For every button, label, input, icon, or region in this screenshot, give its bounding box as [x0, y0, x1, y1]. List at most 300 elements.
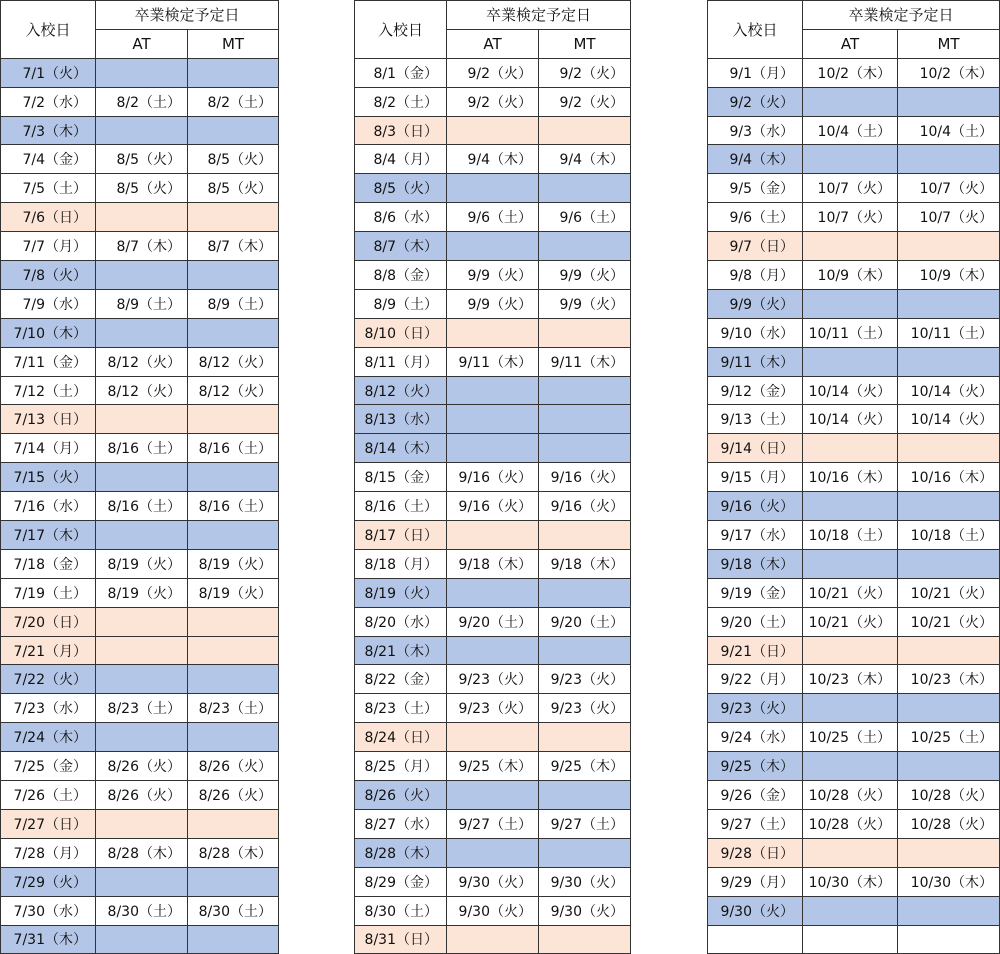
enroll-date-cell: 8/6（水）	[355, 203, 447, 232]
table-row	[355, 87, 631, 116]
at-date-cell: 10/21（火）	[803, 578, 898, 607]
at-date-cell	[447, 116, 539, 145]
enroll-date-cell: 8/31（日）	[355, 925, 447, 954]
table-row	[355, 347, 631, 376]
mt-date-cell	[539, 521, 631, 550]
table-row	[1, 549, 279, 578]
enroll-date-cell: 9/4（木）	[708, 145, 803, 174]
at-date-cell: 8/5（火）	[96, 145, 188, 174]
at-date-cell: 8/19（火）	[96, 578, 188, 607]
mt-date-cell: 10/30（木）	[898, 867, 1000, 896]
mt-date-cell	[898, 289, 1000, 318]
mt-date-cell: 9/16（火）	[539, 463, 631, 492]
enroll-date-cell: 9/10（水）	[708, 318, 803, 347]
mt-date-cell	[188, 318, 279, 347]
at-date-cell	[447, 723, 539, 752]
mt-date-cell: 10/28（火）	[898, 781, 1000, 810]
mt-date-cell	[188, 58, 279, 87]
enroll-date-cell: 7/9（水）	[1, 289, 96, 318]
table-row	[1, 521, 279, 550]
enroll-date-cell: 9/6（土）	[708, 203, 803, 232]
enroll-date-cell: 8/24（日）	[355, 723, 447, 752]
at-date-cell: 10/18（土）	[803, 521, 898, 550]
mt-date-cell: 9/20（土）	[539, 607, 631, 636]
enroll-date-cell: 7/8（火）	[1, 261, 96, 290]
at-date-cell	[447, 405, 539, 434]
enroll-date-cell: 9/20（土）	[708, 607, 803, 636]
enroll-date-cell: 9/1（月）	[708, 58, 803, 87]
mt-date-cell: 8/12（火）	[188, 347, 279, 376]
table-row	[708, 405, 1000, 434]
at-date-cell	[447, 318, 539, 347]
table-row	[708, 289, 1000, 318]
mt-date-cell: 9/4（木）	[539, 145, 631, 174]
mt-date-cell	[188, 723, 279, 752]
enroll-date-cell: 9/23（火）	[708, 694, 803, 723]
enroll-date-cell: 9/28（日）	[708, 838, 803, 867]
enroll-date-cell: 8/23（土）	[355, 694, 447, 723]
mt-date-cell: 8/26（火）	[188, 781, 279, 810]
enroll-date-cell: 8/11（月）	[355, 347, 447, 376]
enroll-date-cell: 7/11（金）	[1, 347, 96, 376]
mt-date-cell: 9/18（木）	[539, 549, 631, 578]
table-row	[355, 318, 631, 347]
mt-header: MT	[898, 29, 1000, 58]
table-row	[708, 232, 1000, 261]
at-date-cell: 9/2（火）	[447, 87, 539, 116]
enroll-date-header: 入校日	[1, 1, 96, 59]
table-row	[1, 87, 279, 116]
at-date-cell	[96, 636, 188, 665]
mt-date-cell	[539, 318, 631, 347]
enroll-date-cell: 9/25（木）	[708, 752, 803, 781]
table-row	[1, 174, 279, 203]
enroll-date-cell: 7/1（火）	[1, 58, 96, 87]
at-date-cell: 9/30（火）	[447, 896, 539, 925]
mt-date-cell: 8/19（火）	[188, 578, 279, 607]
enroll-date-cell: 7/14（月）	[1, 434, 96, 463]
table-row	[1, 636, 279, 665]
at-date-cell	[447, 174, 539, 203]
enroll-date-cell: 7/28（月）	[1, 838, 96, 867]
mt-date-cell: 10/7（火）	[898, 174, 1000, 203]
enroll-date-cell: 9/8（月）	[708, 261, 803, 290]
at-date-cell: 10/11（土）	[803, 318, 898, 347]
table-row	[708, 723, 1000, 752]
mt-date-cell: 9/23（火）	[539, 694, 631, 723]
enroll-date-cell: 8/28（木）	[355, 838, 447, 867]
mt-date-cell: 8/12（火）	[188, 376, 279, 405]
table-row	[1, 607, 279, 636]
at-date-cell	[96, 405, 188, 434]
at-header: AT	[96, 29, 188, 58]
graduation-date-header: 卒業検定予定日	[447, 1, 631, 30]
mt-date-cell: 9/6（土）	[539, 203, 631, 232]
table-row	[708, 463, 1000, 492]
at-date-cell	[96, 203, 188, 232]
at-date-cell	[447, 232, 539, 261]
enroll-date-cell: 8/2（土）	[355, 87, 447, 116]
mt-date-cell	[188, 665, 279, 694]
schedule-table-july	[0, 0, 279, 954]
table-row	[1, 723, 279, 752]
table-row	[708, 549, 1000, 578]
enroll-date-cell: 9/19（金）	[708, 578, 803, 607]
mt-date-cell	[898, 752, 1000, 781]
at-date-cell: 10/14（火）	[803, 405, 898, 434]
enroll-date-cell: 8/26（火）	[355, 781, 447, 810]
table-row	[1, 809, 279, 838]
table-row	[708, 925, 1000, 954]
enroll-date-cell: 7/10（木）	[1, 318, 96, 347]
at-date-cell: 9/4（木）	[447, 145, 539, 174]
table-row	[1, 58, 279, 87]
at-date-cell	[803, 289, 898, 318]
enroll-date-cell: 8/5（火）	[355, 174, 447, 203]
at-date-cell: 10/28（火）	[803, 809, 898, 838]
table-row	[708, 896, 1000, 925]
mt-date-cell: 10/14（火）	[898, 376, 1000, 405]
mt-date-cell	[539, 174, 631, 203]
at-date-cell: 10/4（土）	[803, 116, 898, 145]
table-row	[708, 838, 1000, 867]
at-date-cell: 10/28（火）	[803, 781, 898, 810]
enroll-date-cell: 8/20（水）	[355, 607, 447, 636]
at-date-cell: 10/30（木）	[803, 867, 898, 896]
enroll-date-cell: 8/7（木）	[355, 232, 447, 261]
enroll-date-cell: 9/27（土）	[708, 809, 803, 838]
at-date-cell	[447, 434, 539, 463]
table-row	[708, 607, 1000, 636]
mt-date-cell: 9/27（土）	[539, 809, 631, 838]
table-row	[355, 289, 631, 318]
table-row	[708, 58, 1000, 87]
enroll-date-cell: 9/26（金）	[708, 781, 803, 810]
mt-date-cell	[188, 607, 279, 636]
at-date-cell: 8/26（火）	[96, 752, 188, 781]
mt-date-cell: 8/16（土）	[188, 492, 279, 521]
table-row	[708, 261, 1000, 290]
at-date-cell	[803, 87, 898, 116]
mt-date-cell	[898, 925, 1000, 954]
enroll-date-cell: 8/25（月）	[355, 752, 447, 781]
enroll-date-cell: 7/5（土）	[1, 174, 96, 203]
at-date-cell	[96, 607, 188, 636]
at-date-cell: 10/7（火）	[803, 174, 898, 203]
table-row	[355, 867, 631, 896]
table-row	[355, 665, 631, 694]
table-row	[1, 405, 279, 434]
table-row	[355, 925, 631, 954]
mt-date-cell: 8/30（土）	[188, 896, 279, 925]
mt-date-cell: 10/2（木）	[898, 58, 1000, 87]
at-date-cell	[803, 232, 898, 261]
at-date-cell	[447, 578, 539, 607]
enroll-date-cell: 8/15（金）	[355, 463, 447, 492]
at-date-cell	[803, 838, 898, 867]
table-row	[708, 203, 1000, 232]
mt-date-cell	[188, 867, 279, 896]
at-date-cell: 8/30（土）	[96, 896, 188, 925]
at-date-cell	[447, 636, 539, 665]
table-row	[355, 838, 631, 867]
mt-header: MT	[539, 29, 631, 58]
enroll-date-cell: 8/3（日）	[355, 116, 447, 145]
table-row	[1, 434, 279, 463]
enroll-date-cell: 7/27（日）	[1, 809, 96, 838]
at-date-cell	[803, 145, 898, 174]
graduation-date-header: 卒業検定予定日	[803, 1, 1000, 30]
enroll-date-cell: 9/30（火）	[708, 896, 803, 925]
mt-date-cell	[898, 434, 1000, 463]
at-date-cell	[447, 781, 539, 810]
enroll-date-cell: 8/22（金）	[355, 665, 447, 694]
enroll-date-cell: 7/22（火）	[1, 665, 96, 694]
table-row	[1, 578, 279, 607]
mt-date-cell	[898, 232, 1000, 261]
mt-date-cell	[539, 636, 631, 665]
table-row	[355, 607, 631, 636]
at-date-cell	[96, 925, 188, 954]
enroll-date-cell: 9/29（月）	[708, 867, 803, 896]
at-date-cell	[803, 925, 898, 954]
mt-date-cell	[539, 405, 631, 434]
enroll-date-cell: 8/12（火）	[355, 376, 447, 405]
enroll-date-cell: 8/9（土）	[355, 289, 447, 318]
at-date-cell	[96, 116, 188, 145]
mt-date-cell	[898, 896, 1000, 925]
enroll-date-cell: 7/26（土）	[1, 781, 96, 810]
mt-date-cell: 9/2（火）	[539, 58, 631, 87]
table-row	[355, 896, 631, 925]
table-row	[708, 116, 1000, 145]
mt-date-cell	[898, 145, 1000, 174]
table-row	[355, 376, 631, 405]
mt-date-cell: 8/9（土）	[188, 289, 279, 318]
table-row	[355, 521, 631, 550]
at-date-cell: 8/28（木）	[96, 838, 188, 867]
at-date-cell	[96, 261, 188, 290]
mt-date-cell: 10/9（木）	[898, 261, 1000, 290]
at-header: AT	[447, 29, 539, 58]
at-date-cell: 8/23（土）	[96, 694, 188, 723]
mt-date-cell: 10/18（土）	[898, 521, 1000, 550]
mt-date-cell: 8/7（木）	[188, 232, 279, 261]
mt-date-cell: 9/30（火）	[539, 867, 631, 896]
enroll-date-cell: 9/2（火）	[708, 87, 803, 116]
enroll-date-cell: 7/18（金）	[1, 549, 96, 578]
at-date-cell: 9/23（火）	[447, 665, 539, 694]
table-row	[1, 116, 279, 145]
enroll-date-cell: 7/19（土）	[1, 578, 96, 607]
mt-date-cell: 8/2（土）	[188, 87, 279, 116]
at-date-cell: 10/25（土）	[803, 723, 898, 752]
table-row	[708, 694, 1000, 723]
at-header: AT	[803, 29, 898, 58]
table-row	[1, 203, 279, 232]
table-row	[355, 578, 631, 607]
mt-date-cell: 10/16（木）	[898, 463, 1000, 492]
at-date-cell: 9/2（火）	[447, 58, 539, 87]
table-row	[708, 665, 1000, 694]
at-date-cell: 9/20（土）	[447, 607, 539, 636]
mt-date-cell: 10/21（火）	[898, 607, 1000, 636]
enroll-date-cell: 9/14（日）	[708, 434, 803, 463]
at-date-cell: 10/9（木）	[803, 261, 898, 290]
enroll-date-cell: 9/16（火）	[708, 492, 803, 521]
mt-date-cell	[898, 636, 1000, 665]
enroll-date-cell: 7/17（木）	[1, 521, 96, 550]
mt-date-cell: 9/9（火）	[539, 261, 631, 290]
at-date-cell: 9/11（木）	[447, 347, 539, 376]
enroll-date-cell: 7/31（木）	[1, 925, 96, 954]
table-row	[1, 347, 279, 376]
mt-date-cell	[539, 723, 631, 752]
mt-date-cell: 10/25（土）	[898, 723, 1000, 752]
enroll-date-cell: 9/21（日）	[708, 636, 803, 665]
table-row	[708, 867, 1000, 896]
mt-date-cell: 10/7（火）	[898, 203, 1000, 232]
table-row	[355, 174, 631, 203]
table-row	[355, 752, 631, 781]
enroll-date-cell: 8/21（木）	[355, 636, 447, 665]
at-date-cell	[803, 694, 898, 723]
mt-date-cell: 9/9（火）	[539, 289, 631, 318]
enroll-date-cell: 7/29（火）	[1, 867, 96, 896]
enroll-date-cell: 9/18（木）	[708, 549, 803, 578]
mt-date-cell: 10/11（土）	[898, 318, 1000, 347]
at-date-cell: 8/12（火）	[96, 347, 188, 376]
at-date-cell: 8/5（火）	[96, 174, 188, 203]
mt-date-cell	[188, 261, 279, 290]
enroll-date-cell: 9/13（土）	[708, 405, 803, 434]
mt-date-cell: 9/25（木）	[539, 752, 631, 781]
at-date-cell: 9/18（木）	[447, 549, 539, 578]
mt-date-cell	[539, 376, 631, 405]
table-row	[1, 867, 279, 896]
table-row	[355, 405, 631, 434]
enroll-date-cell: 7/2（水）	[1, 87, 96, 116]
mt-date-cell: 10/23（木）	[898, 665, 1000, 694]
mt-date-cell: 8/19（火）	[188, 549, 279, 578]
table-row	[1, 925, 279, 954]
at-date-cell	[447, 376, 539, 405]
table-row	[1, 261, 279, 290]
at-date-cell	[447, 925, 539, 954]
enroll-date-cell: 7/7（月）	[1, 232, 96, 261]
enroll-date-cell: 8/19（火）	[355, 578, 447, 607]
enroll-date-cell: 8/4（月）	[355, 145, 447, 174]
mt-date-cell	[188, 203, 279, 232]
table-row	[1, 665, 279, 694]
table-row	[708, 492, 1000, 521]
at-date-cell: 8/19（火）	[96, 549, 188, 578]
enroll-date-cell: 9/3（水）	[708, 116, 803, 145]
mt-date-cell	[188, 463, 279, 492]
at-date-cell: 9/9（火）	[447, 289, 539, 318]
at-date-cell	[96, 723, 188, 752]
at-date-cell: 10/2（木）	[803, 58, 898, 87]
table-row	[1, 232, 279, 261]
at-date-cell: 10/14（火）	[803, 376, 898, 405]
enroll-date-cell: 7/13（日）	[1, 405, 96, 434]
mt-date-cell	[539, 838, 631, 867]
at-date-cell: 10/7（火）	[803, 203, 898, 232]
at-date-cell	[803, 752, 898, 781]
at-date-cell	[96, 521, 188, 550]
at-date-cell	[447, 838, 539, 867]
enroll-date-cell: 7/23（水）	[1, 694, 96, 723]
table-row	[355, 492, 631, 521]
at-date-cell: 8/2（土）	[96, 87, 188, 116]
at-date-cell: 8/12（火）	[96, 376, 188, 405]
mt-date-cell	[898, 347, 1000, 376]
mt-date-cell: 8/16（土）	[188, 434, 279, 463]
table-row	[355, 203, 631, 232]
enroll-date-cell: 9/11（木）	[708, 347, 803, 376]
at-date-cell	[96, 809, 188, 838]
table-row	[1, 463, 279, 492]
enroll-date-header: 入校日	[355, 1, 447, 59]
enroll-date-cell: 9/22（月）	[708, 665, 803, 694]
enroll-date-cell: 9/9（火）	[708, 289, 803, 318]
table-row	[708, 376, 1000, 405]
mt-date-cell: 9/11（木）	[539, 347, 631, 376]
at-date-cell	[803, 896, 898, 925]
graduation-date-header: 卒業検定予定日	[96, 1, 279, 30]
table-row	[355, 145, 631, 174]
enroll-date-cell: 8/10（日）	[355, 318, 447, 347]
enroll-date-cell: 7/30（水）	[1, 896, 96, 925]
at-date-cell: 9/9（火）	[447, 261, 539, 290]
table-row	[708, 347, 1000, 376]
mt-date-cell	[539, 925, 631, 954]
enroll-date-cell: 8/29（金）	[355, 867, 447, 896]
mt-date-cell	[188, 925, 279, 954]
enroll-date-cell	[708, 925, 803, 954]
mt-date-cell: 10/28（火）	[898, 809, 1000, 838]
enroll-date-cell: 7/3（木）	[1, 116, 96, 145]
table-row	[708, 87, 1000, 116]
schedule-table-september	[707, 0, 1000, 954]
at-date-cell	[96, 318, 188, 347]
mt-date-cell	[539, 116, 631, 145]
table-row	[708, 809, 1000, 838]
mt-date-cell	[188, 521, 279, 550]
table-row	[708, 434, 1000, 463]
table-row	[355, 781, 631, 810]
enroll-date-cell: 9/12（金）	[708, 376, 803, 405]
at-date-cell: 9/27（土）	[447, 809, 539, 838]
at-date-cell: 8/7（木）	[96, 232, 188, 261]
at-date-cell: 8/26（火）	[96, 781, 188, 810]
table-row	[355, 463, 631, 492]
enroll-date-cell: 8/16（土）	[355, 492, 447, 521]
at-date-cell: 9/25（木）	[447, 752, 539, 781]
enroll-date-cell: 8/14（木）	[355, 434, 447, 463]
enroll-date-cell: 8/1（金）	[355, 58, 447, 87]
table-row	[708, 781, 1000, 810]
mt-date-cell: 8/28（木）	[188, 838, 279, 867]
mt-date-cell	[539, 232, 631, 261]
mt-date-cell: 8/23（土）	[188, 694, 279, 723]
mt-date-cell: 10/4（土）	[898, 116, 1000, 145]
enroll-date-cell: 8/17（日）	[355, 521, 447, 550]
table-row	[355, 694, 631, 723]
enroll-date-cell: 9/7（日）	[708, 232, 803, 261]
enroll-date-cell: 7/20（日）	[1, 607, 96, 636]
table-row	[708, 174, 1000, 203]
